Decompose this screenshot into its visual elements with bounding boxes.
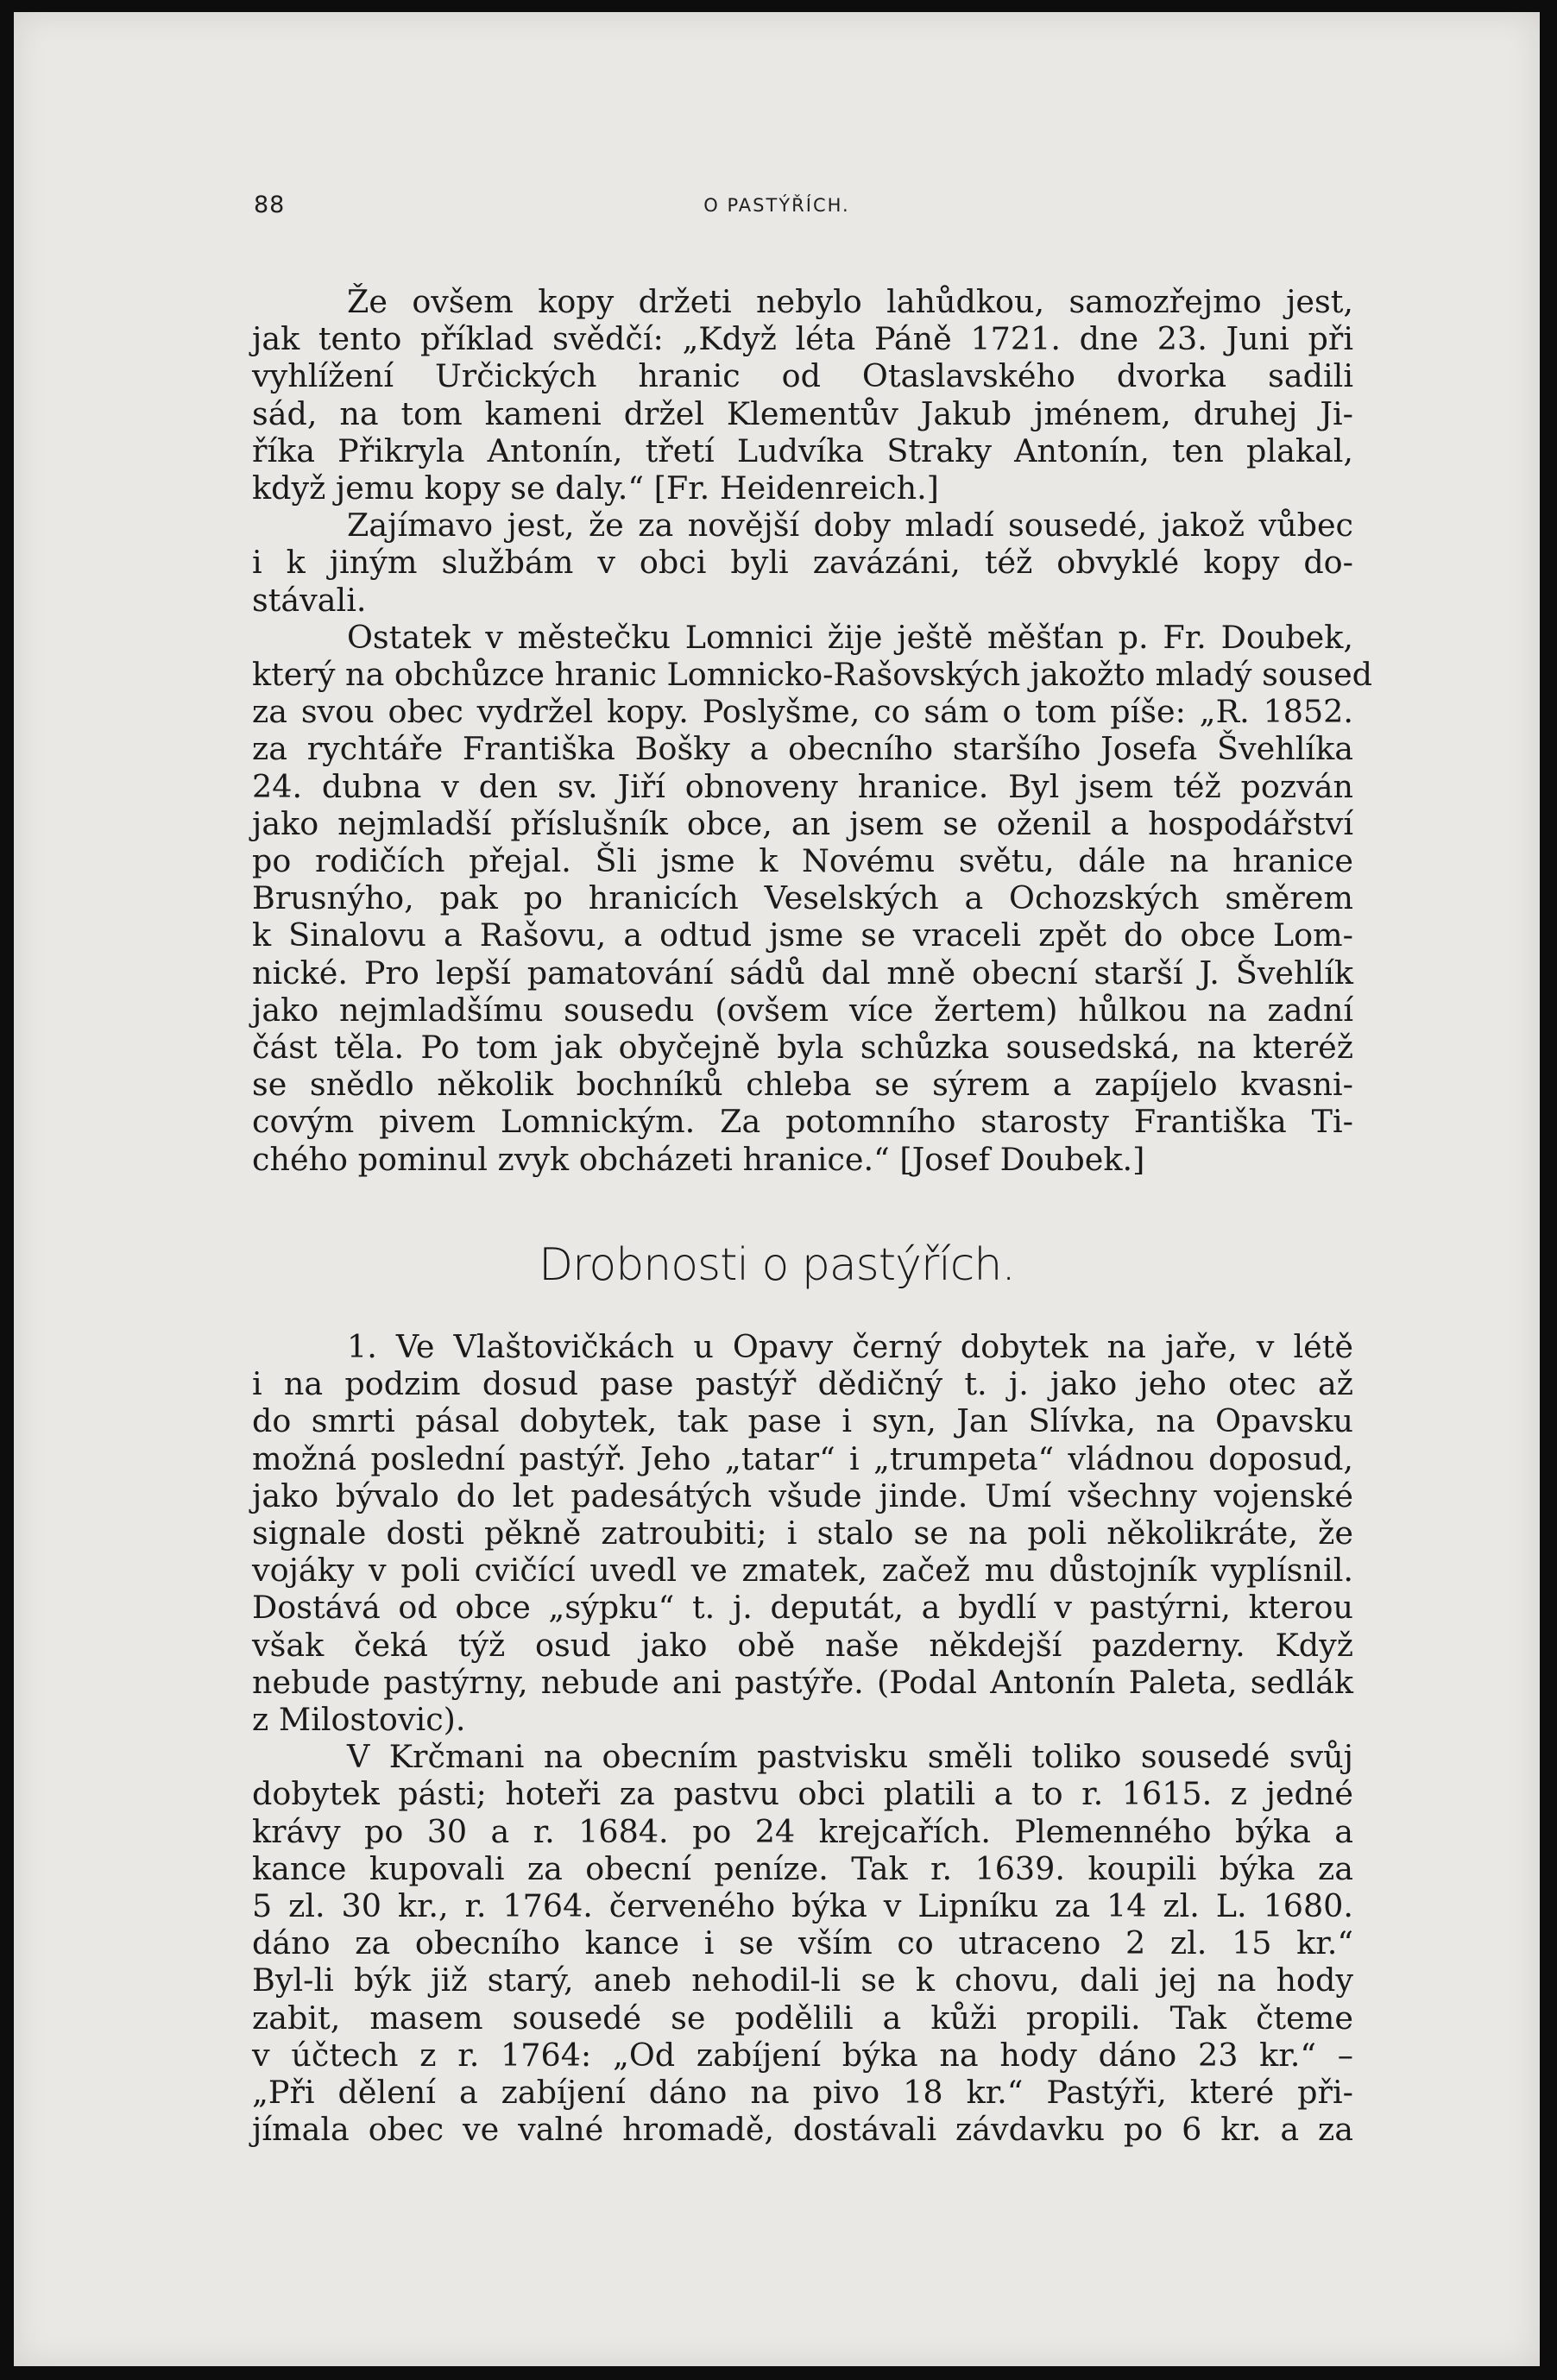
- text-line: který na obchůzce hranic Lomnicko-Rašovských jakožto mladý soused: [252, 656, 1373, 694]
- text-line: část těla. Po tom jak obyčejně byla schůzka sousedská, na kteréž: [252, 1029, 1353, 1067]
- paragraph: [252, 507, 1353, 619]
- section-heading: Drobnosti o pastýřích.: [539, 1239, 1015, 1291]
- paragraph: [252, 1738, 1353, 2148]
- text-line: jako bývalo do let padesátých všude jinde. Umí všechny vojenské: [252, 1476, 1353, 1514]
- text-line: 24. dubna v den sv. Jiří obnoveny hranice. Byl jsem též pozván: [252, 767, 1353, 805]
- paragraph: [252, 283, 1353, 507]
- running-head: O PASTÝŘÍCH.: [703, 195, 850, 216]
- text-line: stávali.: [252, 581, 367, 619]
- text-line: zabit, masem sousedé se podělili a kůži propili. Tak čteme: [252, 1999, 1353, 2037]
- text-line: za svou obec vydržel kopy. Poslyšme, co sám o tom píše: „R. 1852.: [252, 693, 1353, 731]
- text-line: Byl-li býk již starý, aneb nehodil-li se k chovu, dali jej na hody: [252, 1961, 1353, 1999]
- text-line: krávy po 30 a r. 1684. po 24 krejcařích. Plemenného býka a: [252, 1812, 1353, 1850]
- text-line: jako nejmladšímu sousedu (ovšem více žertem) hůlkou na zadní: [252, 991, 1353, 1029]
- text-line: k Sinalovu a Rašovu, a odtud jsme se vraceli zpět do obce Lom-: [252, 916, 1353, 954]
- text-line: dobytek pásti; hoteři za pastvu obci platili a to r. 1615. z jedné: [252, 1775, 1353, 1813]
- paragraph: [252, 618, 1373, 1178]
- text-line: Brusnýho, pak po hranicích Veselských a Ochozských směrem: [252, 879, 1353, 917]
- text-line: „Při dělení a zabíjení dáno na pivo 18 kr.“ Pastýři, které při-: [252, 2074, 1353, 2112]
- text-line: covým pivem Lomnickým. Za potomního starosty Františka Ti-: [252, 1103, 1353, 1141]
- book-page: [14, 12, 1540, 2366]
- text-line: v účtech z r. 1764: „Od zabíjení býka na hody dáno 23 kr.“ –: [252, 2036, 1353, 2074]
- text-line: možná poslední pastýř. Jeho „tatar“ i „trumpeta“ vládnou doposud,: [252, 1439, 1353, 1477]
- text-line: signale dosti pěkně zatroubiti; i stalo se na poli několikráte, že: [252, 1514, 1353, 1552]
- text-line: jímala obec ve valné hromadě, dostávali závdavku po 6 kr. a za: [252, 2111, 1353, 2149]
- page-header: [14, 192, 1540, 226]
- text-line: i k jiným službám v obci byli zavázáni, též obvyklé kopy do-: [252, 544, 1353, 582]
- text-line: 5 zl. 30 kr., r. 1764. červeného býka v Lipníku za 14 zl. L. 1680.: [252, 1887, 1353, 1925]
- text-line: jak tento příklad svědčí: „Když léta Páně 1721. dne 23. Juni při: [252, 320, 1353, 358]
- text-line: jako nejmladší příslušník obce, an jsem se oženil a hospodářství: [252, 804, 1353, 842]
- text-line: V Krčmani na obecním pastvisku směli toliko sousedé svůj: [347, 1738, 1353, 1776]
- text-line: nické. Pro lepší pamatování sádů dal mně obecní starší J. Švehlík: [252, 954, 1353, 992]
- text-line: Že ovšem kopy držeti nebylo lahůdkou, samozřejmo jest,: [347, 283, 1353, 320]
- text-line: chého pominul zvyk obcházeti hranice.“ [Josef Doubek.]: [252, 1140, 1145, 1178]
- text-line: vyhlížení Určických hranic od Otaslavského dvorka sadili: [252, 357, 1353, 395]
- text-line: Zajímavo jest, že za novější doby mladí sousedé, jakož vůbec: [347, 507, 1353, 545]
- text-line: Ostatek v městečku Lomnici žije ještě měšťan p. Fr. Doubek,: [347, 618, 1353, 656]
- text-line: vojáky v poli cvičící uvedl ve zmatek, začež mu důstojník vyplísnil.: [252, 1552, 1353, 1590]
- text-line: po rodičích přejal. Šli jsme k Novému světu, dále na hranice: [252, 842, 1353, 880]
- text-line: i na podzim dosud pase pastýř dědičný t. j. jako jeho otec až: [252, 1365, 1353, 1403]
- text-line: nebude pastýrny, nebude ani pastýře. (Podal Antonín Paleta, sedlák: [252, 1663, 1353, 1701]
- text-line: z Milostovic).: [252, 1701, 466, 1739]
- text-line: sád, na tom kameni držel Klementův Jakub jménem, druhej Ji-: [252, 394, 1353, 432]
- page-number: 88: [254, 192, 286, 218]
- text-line: když jemu kopy se daly.“ [Fr. Heidenreich.]: [252, 469, 939, 507]
- text-line: však čeká týž osud jako obě naše někdejší pazderny. Když: [252, 1626, 1353, 1664]
- text-line: říka Přikryla Antonín, třetí Ludvíka Straky Antonín, ten plakal,: [252, 431, 1353, 469]
- text-line: do smrti pásal dobytek, tak pase i syn, Jan Slívka, na Opavsku: [252, 1402, 1353, 1440]
- text-line: za rychtáře Františka Bošky a obecního staršího Josefa Švehlíka: [252, 730, 1353, 768]
- paragraph: [252, 1328, 1353, 1738]
- text-line: se snědlo několik bochníků chleba se sýrem a zapíjelo kvasni-: [252, 1066, 1353, 1104]
- text-line: 1. Ve Vlaštovičkách u Opavy černý dobytek na jaře, v létě: [347, 1328, 1353, 1365]
- text-line: dáno za obecního kance i se vším co utraceno 2 zl. 15 kr.“: [252, 1924, 1353, 1962]
- text-line: kance kupovali za obecní peníze. Tak r. 1639. koupili býka za: [252, 1849, 1353, 1887]
- text-line: Dostává od obce „sýpku“ t. j. deputát, a bydlí v pastýrni, kterou: [252, 1589, 1353, 1627]
- text-after-section: [252, 1328, 1353, 2148]
- text-before-section: [252, 283, 1373, 1178]
